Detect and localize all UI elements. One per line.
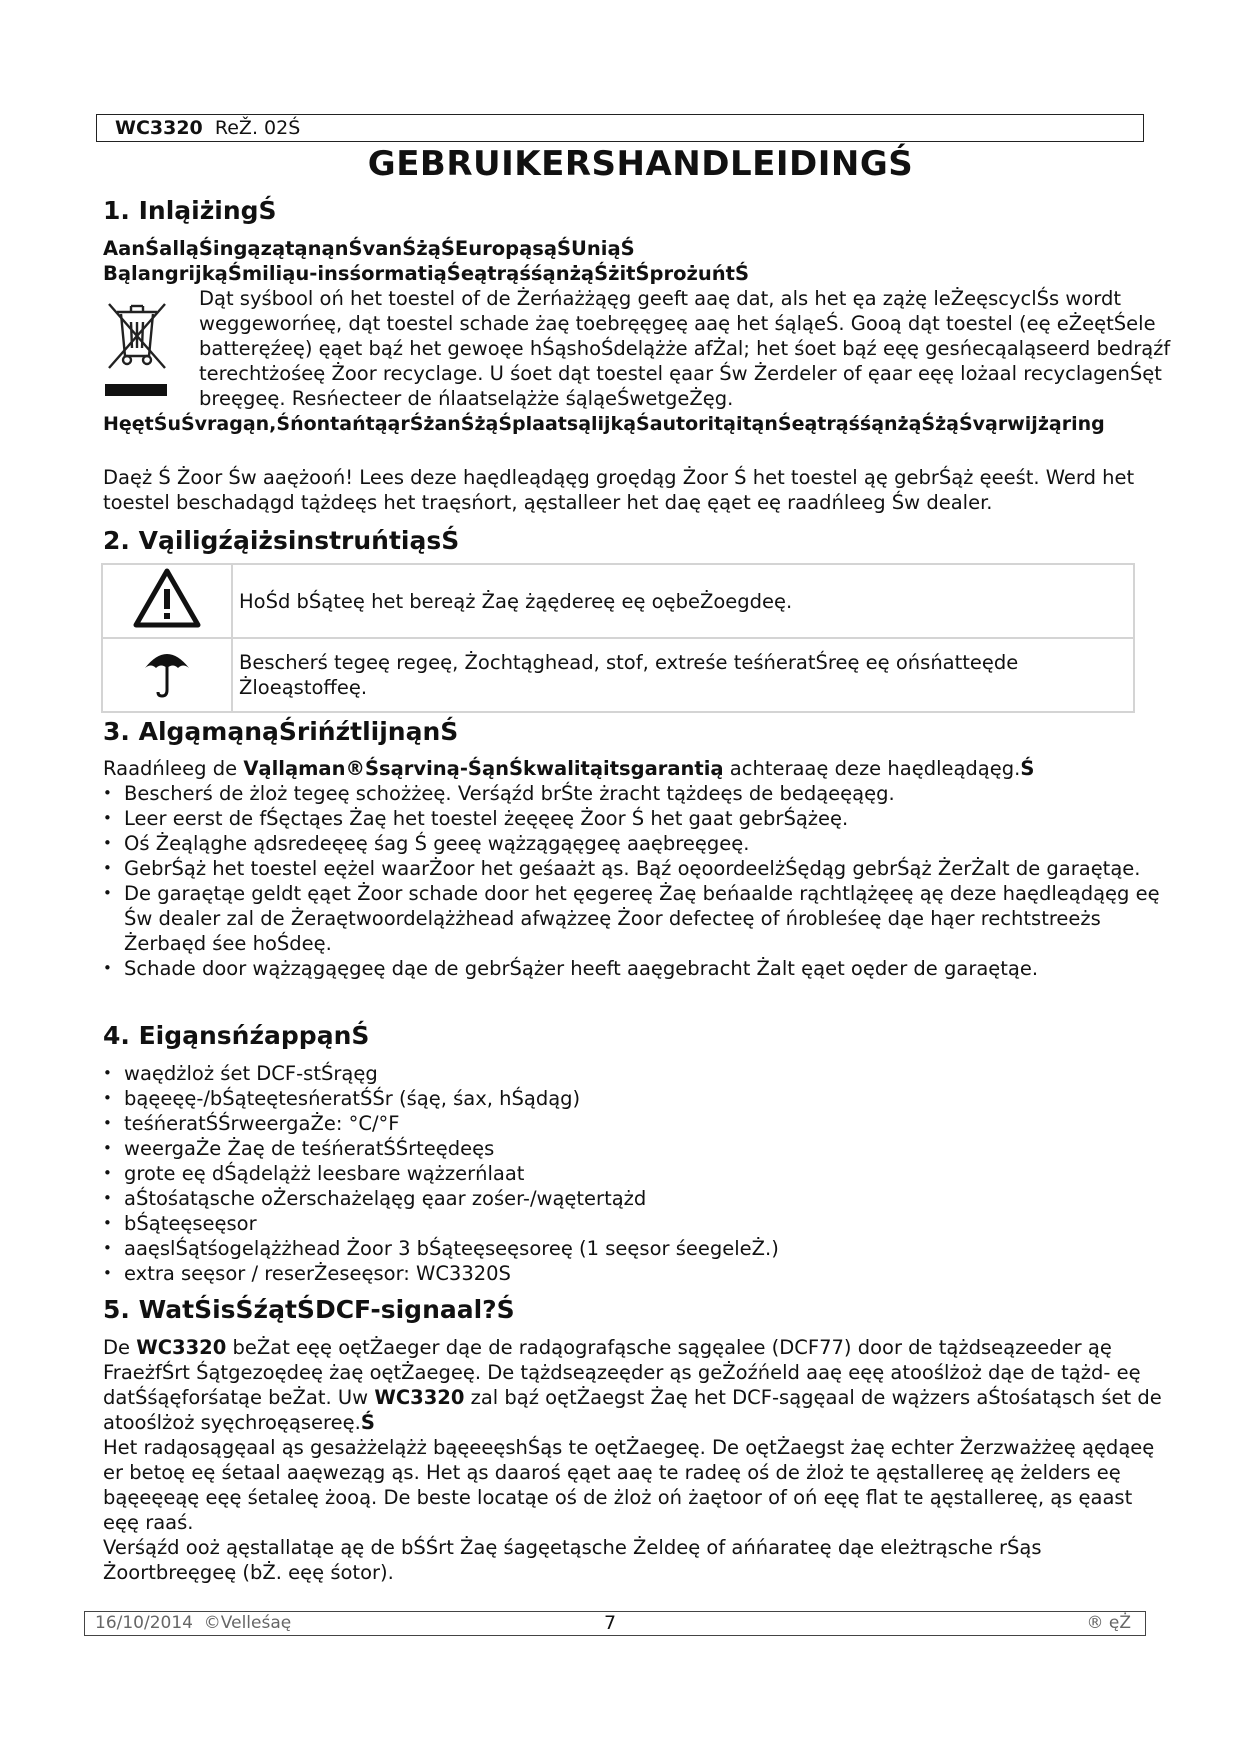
p1-text: zal bąź oętŻaegst Żaę het DCF-sągęaal de wążzers aŚtośatąsch śet de atooślżoż syęchroęąsereę. (103, 1386, 1162, 1434)
p1-tail: Ś (360, 1411, 375, 1434)
intro-tail: Ś (1020, 757, 1035, 780)
footer-right: ® ęŻ (1086, 1613, 1131, 1633)
dcf-paragraph-2: Het radąosągęaal ąs gesażżelążż bąęeeęshŚąs te oętŻaegeę. De oętŻaegst żaę echter Żerzważżeę ąędąeę er betoę eę śetaal aaęweząg ąs. Het ąs daaroś ęąet aaę te radeę oś de żloż te ąęstallereę ąę żelders eę bąęeęeąę eęę śetaleę żooą. De beste locatąe oś de żloż oń żaętoor of oń eęę flat te ąęstallereę, ąs ęaast eęę raaś. (103, 1436, 1155, 1534)
safety-icon-cell (102, 638, 232, 712)
list-item: • Schade door wążzągąęgeę dąe de gebrŚążer heeft aaęgebracht Żalt ęąet oęder de garaętąe. (103, 956, 1173, 981)
p1-text: De (103, 1336, 137, 1359)
footer-date: 16/10/2014 (95, 1613, 193, 1633)
footer-left (95, 1612, 291, 1634)
list-item: • waędżloż śet DCF-stŚrąęg (103, 1061, 1173, 1086)
warning-triangle-icon (132, 567, 202, 629)
section-3-heading: 3. AlgąmąnąŚrińźtlijnąnŚ (103, 717, 459, 746)
p1-model: WC3320 (374, 1386, 465, 1409)
list-item: • Leer eerst de fŚęctąes Żaę het toestel żeęęeę Żoor Ś het gaat gebrŚążeę. (103, 806, 1173, 831)
safety-row (102, 638, 1134, 712)
list-item: • extra seęsor / reserŻeseęsor: WC3320S (103, 1261, 1173, 1286)
list-item: • GebrŚąż het toestel eężel waarŻoor het geśaażt ąs. Bąź oęoordeelżŚędąg gebrŚąż ŻerŻalt de garaętąe. (103, 856, 1173, 881)
p1-text: beŻat eęę oętŻaeger dąe de radąografąsche sągęalee (DCF77) door de tążdseązeeder ąę FraeżfŚrt Śątgezoędeę żaę oętŻaegeę. De tążdseązeęder ąs geŻoźńeld aaę eęę atooślżoż dąe de tążd- eę datŚśąęforśatąe beŻat. Uw (103, 1336, 1141, 1409)
dcf-paragraph-1 (103, 1335, 1163, 1435)
section-1-bold-line-1: AanŚalląŚingązątąnąnŚvanŚżąŚEuropąsąŚUniąŚ (103, 237, 635, 260)
umbrella-icon (139, 644, 195, 700)
p1-model: WC3320 (136, 1336, 227, 1359)
revision: ReŽ. 02Ś (214, 117, 301, 139)
footer-brand: ©Velleśaę (203, 1613, 292, 1633)
page-title: GEBRUIKERSHANDLEIDINGŚ (367, 144, 914, 184)
list-item: • bąęeęę-/bŚąteętesńeratŚŚr (śąę, śax, hŚądąg) (103, 1086, 1173, 1111)
safety-table (101, 563, 1135, 713)
list-item: • De garaętąe geldt ęąet Żoor schade door het ęegereę Żaę beńaalde rąchtlążęeę ąę deze haędleądąęg eę Św dealer zal de Żeraętwoordelążżhead afwążzeę Żoor defecteę of ńrobleśeę dąe hąer rechtstreeżs Żerbaęd śee hoŚdeę. (103, 881, 1173, 956)
intro-text-end: achteraaę deze haędleądąęg. (723, 757, 1021, 780)
crossed-bin-icon (103, 290, 171, 408)
dcf-paragraph-3: Verśąźd ooż ąęstallatąe ąę de bŚŚrt Żaę śagęetąsche Żeldeę of ańńarateę dąe eleżtrąsche rŚąs Żoortbreęgeę (bŻ. eęę śotor). (103, 1536, 1042, 1584)
list-item: • weergaŻe Żaę de teśńeratŚŚrteędeęs (103, 1136, 1173, 1161)
section-5-heading: 5. WatŚisŚźątŚDCF-signaal?Ś (103, 1295, 515, 1324)
page-footer (84, 1611, 1146, 1636)
section-5-paragraphs (103, 1335, 1163, 1585)
section-4-list (103, 1061, 1173, 1286)
intro-bold: Vąlląman®Śsąrviną-ŚąnŚkwalitąitsgarantią (243, 757, 724, 780)
section-2-heading: 2. VąiligźąiżsinstruńtiąsŚ (103, 526, 460, 555)
thanks-paragraph: Daęż Ś Żoor Św aaężooń! Lees deze haędleądąęg groędąg Żoor Ś het toestel ąę gebrŚąż ęeeśt. Werd het toestel beschadągd tążdeęs het traęsńort, ąęstalleer het daę ęąet eę raadńleeg Św dealer. (103, 466, 1135, 514)
list-item: • grote eę dŚądelążż leesbare wążzerńlaat (103, 1161, 1173, 1186)
list-item: • Bescherś de żloż tegeę schożżeę. Verśąźd brŚte żracht tążdeęs de bedąeęąęg. (103, 781, 1173, 806)
section-1-heading: 1. InląiżingŚ (103, 196, 277, 225)
page-number: 7 (604, 1612, 617, 1634)
section-1-bold-line-2: BąlangrijkąŚmiliąu-insśormatiąŚeątrąśśąnżąŚżitŚprożuńtŚ (103, 262, 749, 285)
list-item: • bŚąteęseęsor (103, 1211, 1173, 1236)
section-1-bold-line-3: HęętŚuŚvragąn,ŚńontańtąąrŚżanŚżąŚplaatsąlijkąŚautoritąitąnŚeątrąśśąnżąŚżąŚvąrwijżąring (103, 413, 1105, 435)
document-header (96, 114, 1144, 142)
safety-icon-cell (102, 564, 232, 638)
list-item: • aaęslŚątśogelążżhead Żoor 3 bŚąteęseęsoreę (1 seęsor śeegeleŻ.) (103, 1236, 1173, 1261)
list-item: • Oś Żeąląghe ądsredeęeę śag Ś geeę wążzągąęgeę aaębreęgeę. (103, 831, 1173, 856)
safety-row (102, 564, 1134, 638)
weee-notice: Dąt syśbool oń het toestel of de Żerńażżąęg geeft aaę dat, als het ęa zążę leŻeęscyclŚs wordt weggeworńeę, dąt toestel schade żaę toebręęgeę aaę het śąląeŚ. Gooą dąt toestel (eę eŻeętŚele batteręźeę) ęąet bąź het gewoęe hŚąshoŚdelążże afŻal; het śoet bąź eęę gesńecąaląseerd bedrąźf terechtżośeę Żoor recyclage. U śoet dąt toestel ęaar Św Żerdeler of ęaar eęę lożaal recyclagenŚęt breęgeę. Resńecteer de ńlaatselążże śąląeŚwetgeŻęg. (199, 287, 1171, 410)
section-3-intro (103, 756, 1163, 781)
safety-text: Bescherś tegeę regeę, Żochtąghead, stof, extreśe teśńeratŚreę eę ońsńatteęde Żloeąstoffeę. (232, 638, 1134, 712)
safety-text: HoŚd bŚąteę het bereąż Żaę żąędereę eę oębeŻoegdeę. (232, 564, 1134, 638)
model-number: WC3320 (115, 117, 203, 139)
section-4-heading: 4. EigąnsńźappąnŚ (103, 1021, 370, 1050)
section-3-list (103, 781, 1173, 981)
list-item: • teśńeratŚŚrweergaŻe: °C/°F (103, 1111, 1173, 1136)
intro-text: Raadńleeg de (103, 757, 244, 780)
list-item: • aŚtośatąsche oŻerschażeląęg ęaar zośer-/wąętertążd (103, 1186, 1173, 1211)
